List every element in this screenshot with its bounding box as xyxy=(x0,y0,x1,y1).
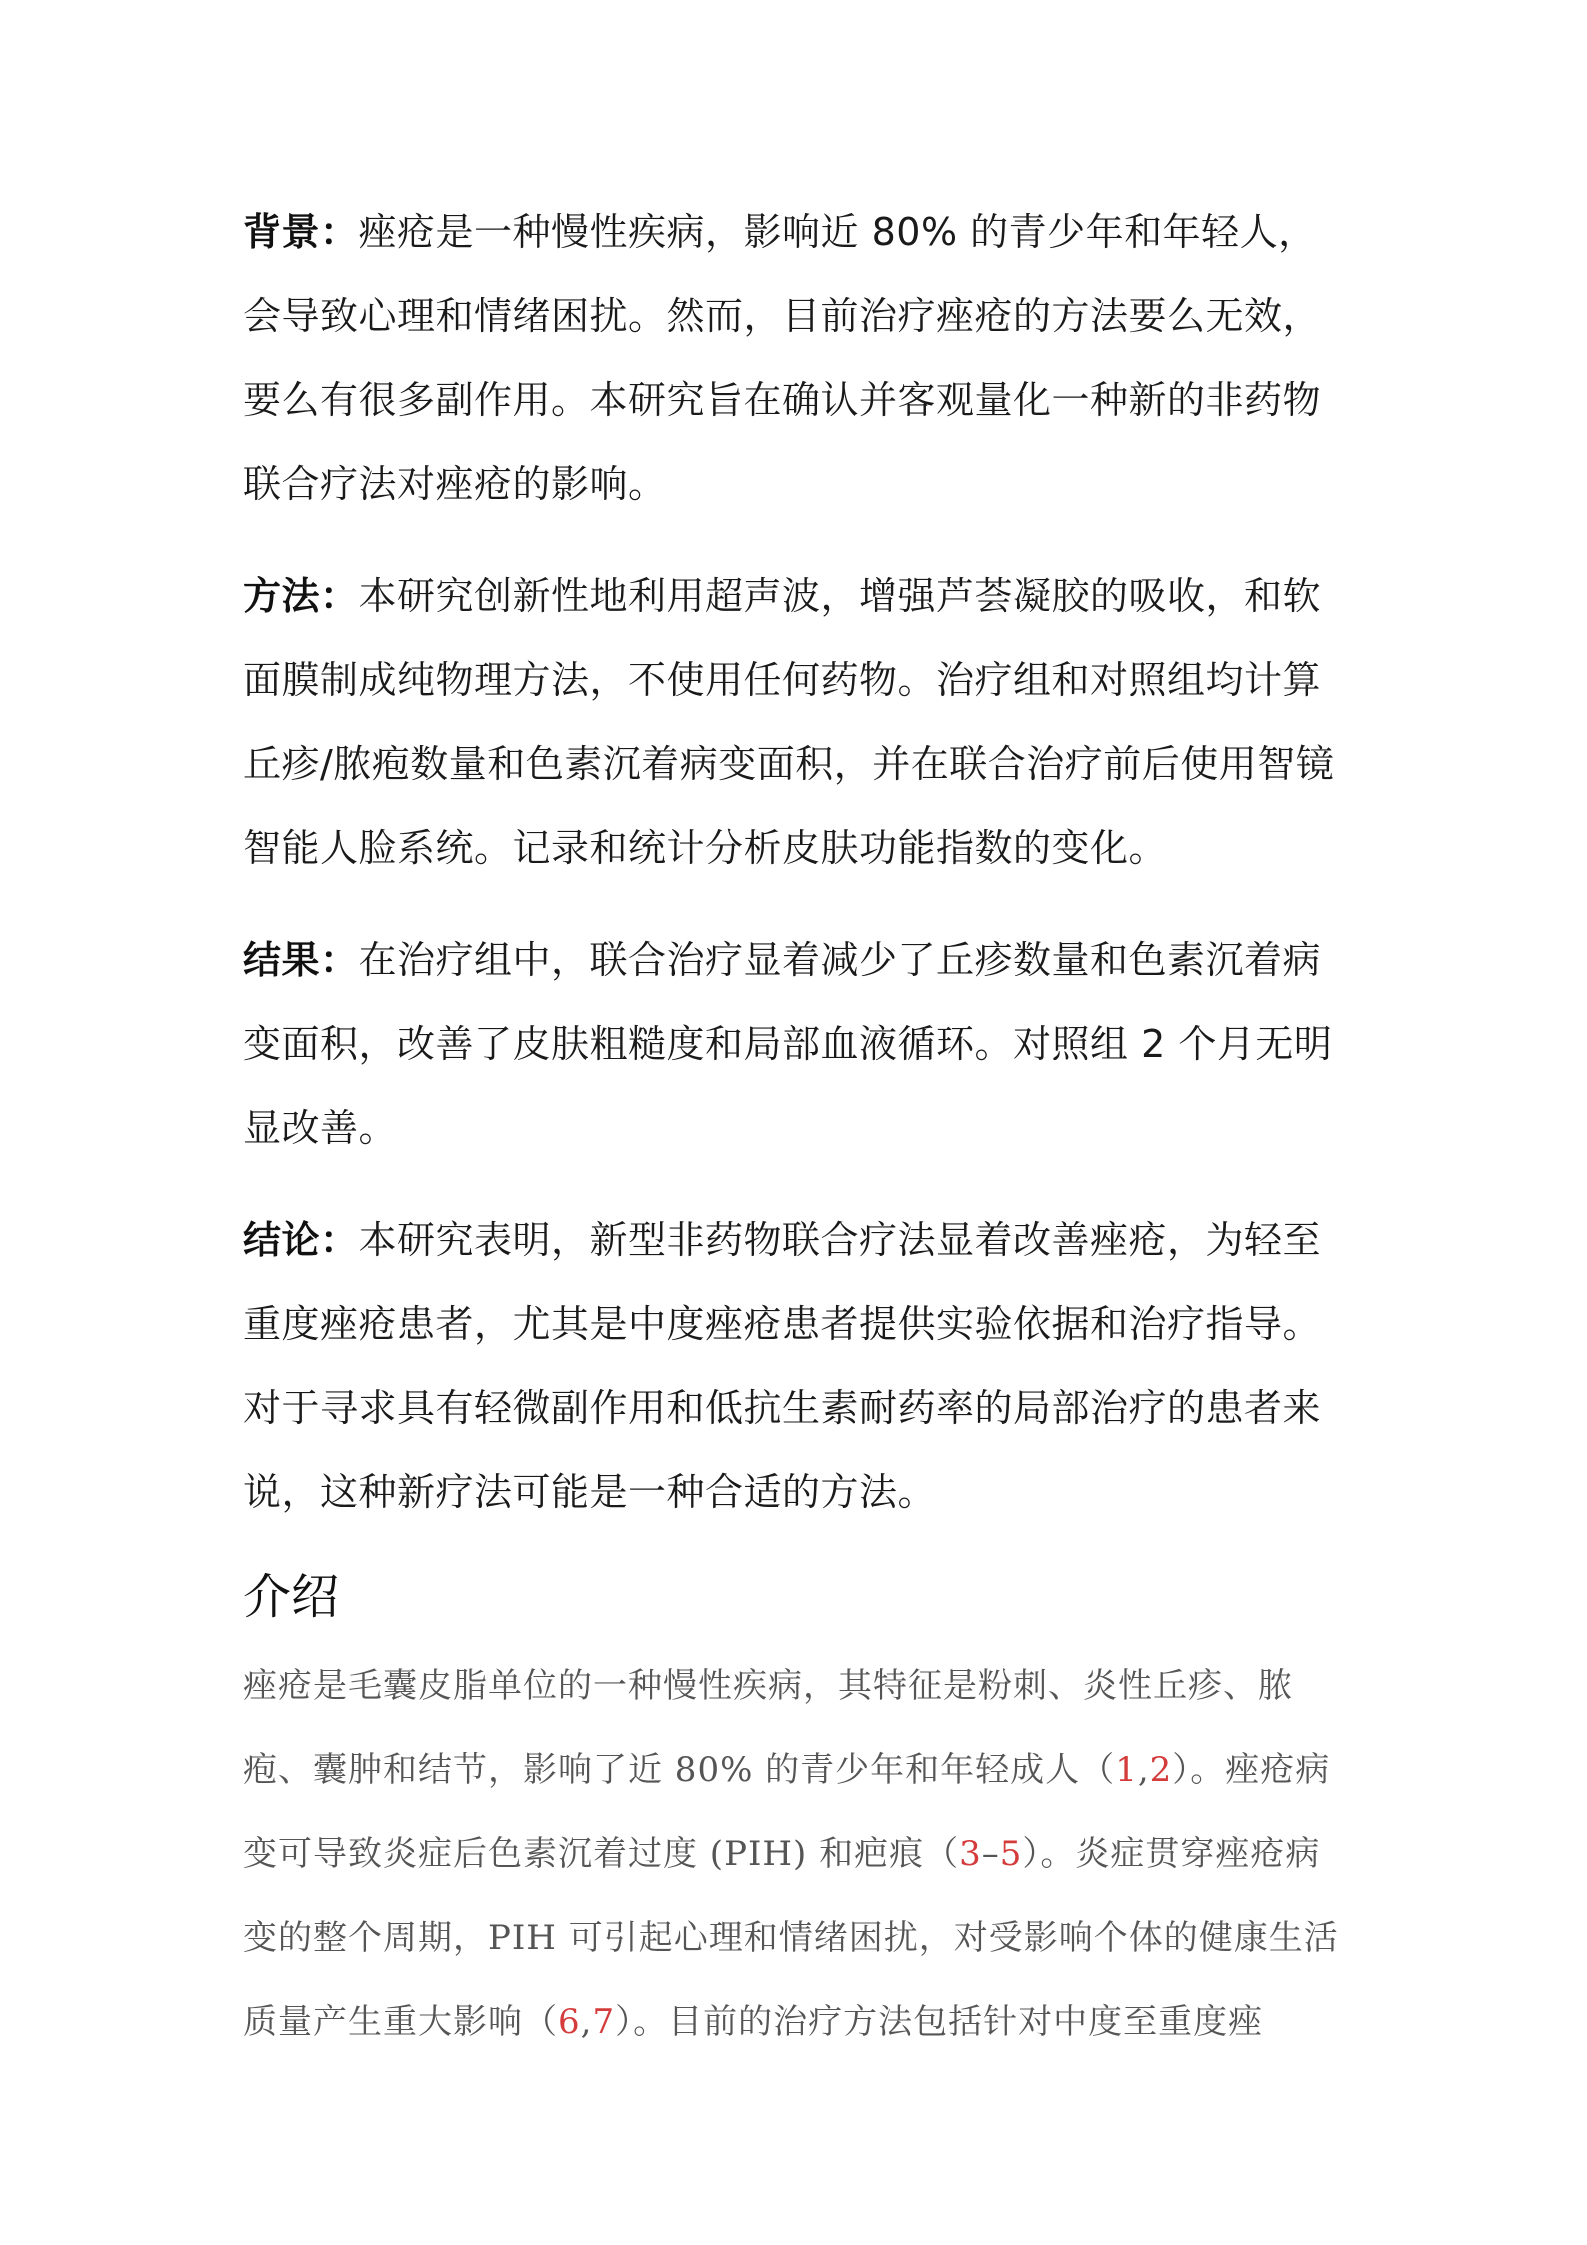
conclusions-label: 结论： xyxy=(243,1218,359,1262)
citation-link[interactable]: 3 xyxy=(959,1834,982,1874)
citation-separator: , xyxy=(580,2002,593,2042)
abstract-methods xyxy=(243,554,1355,890)
introduction-heading: 介绍 xyxy=(243,1569,340,1625)
citation-link[interactable]: 6 xyxy=(558,2002,581,2042)
conclusions-text: 本研究表明，新型非药物联合疗法显着改善痤疮，为轻至重度痤疮患者，尤其是中度痤疮患者提供实验依据和治疗指导。对于寻求具有轻微副作用和低抗生素耐药率的局部治疗的患者来说，这种新疗法可能是一种合适的方法。 xyxy=(243,1218,1322,1514)
citation-link[interactable]: 5 xyxy=(999,1834,1023,1874)
introduction-paragraph xyxy=(243,1644,1355,2064)
citation-link[interactable]: 7 xyxy=(592,2002,616,2042)
results-label: 结果： xyxy=(243,938,359,982)
abstract-results xyxy=(243,918,1355,1170)
citation-link[interactable]: 1 xyxy=(1115,1750,1138,1790)
abstract-conclusions xyxy=(243,1198,1355,1534)
methods-text: 本研究创新性地利用超声波，增强芦荟凝胶的吸收，和软面膜制成纯物理方法，不使用任何药物。治疗组和对照组均计算丘疹/脓疱数量和色素沉着病变面积，并在联合治疗前后使用智镜智能人脸系统。记录和统计分析皮肤功能指数的变化。 xyxy=(243,574,1335,870)
intro-text-segment: ）。痤疮病变可导致炎症后色素沉着过度 (PIH) 和疤痕（ xyxy=(243,1750,1331,1874)
citation-separator: , xyxy=(1137,1750,1150,1790)
text-column xyxy=(243,190,1355,2064)
citation-link[interactable]: 2 xyxy=(1149,1750,1173,1790)
abstract-background xyxy=(243,190,1355,526)
intro-text-segment: 痤疮是毛囊皮脂单位的一种慢性疾病，其特征是粉刺、炎性丘疹、脓疱、囊肿和结节，影响了近 80% 的青少年和年轻成人（ xyxy=(243,1666,1293,1790)
methods-label: 方法： xyxy=(243,574,359,618)
background-text: 痤疮是一种慢性疾病，影响近 80% 的青少年和年轻人，会导致心理和情绪困扰。然而，目前治疗痤疮的方法要么无效，要么有很多副作用。本研究旨在确认并客观量化一种新的非药物联合疗法对痤疮的影响。 xyxy=(243,210,1322,506)
results-text: 在治疗组中，联合治疗显着减少了丘疹数量和色素沉着病变面积，改善了皮肤粗糙度和局部血液循环。对照组 2 个月无明显改善。 xyxy=(243,938,1333,1150)
intro-text-segment: ）。目前的治疗方法包括针对中度至重度痤 xyxy=(615,2002,1264,2042)
background-label: 背景： xyxy=(243,210,359,254)
citation-separator: – xyxy=(981,1834,1000,1874)
intro-text-segment: ）。炎症贯穿痤疮病变的整个周期，PIH 可引起心理和情绪困扰，对受影响个体的健康生活质量产生重大影响（ xyxy=(243,1834,1339,2042)
